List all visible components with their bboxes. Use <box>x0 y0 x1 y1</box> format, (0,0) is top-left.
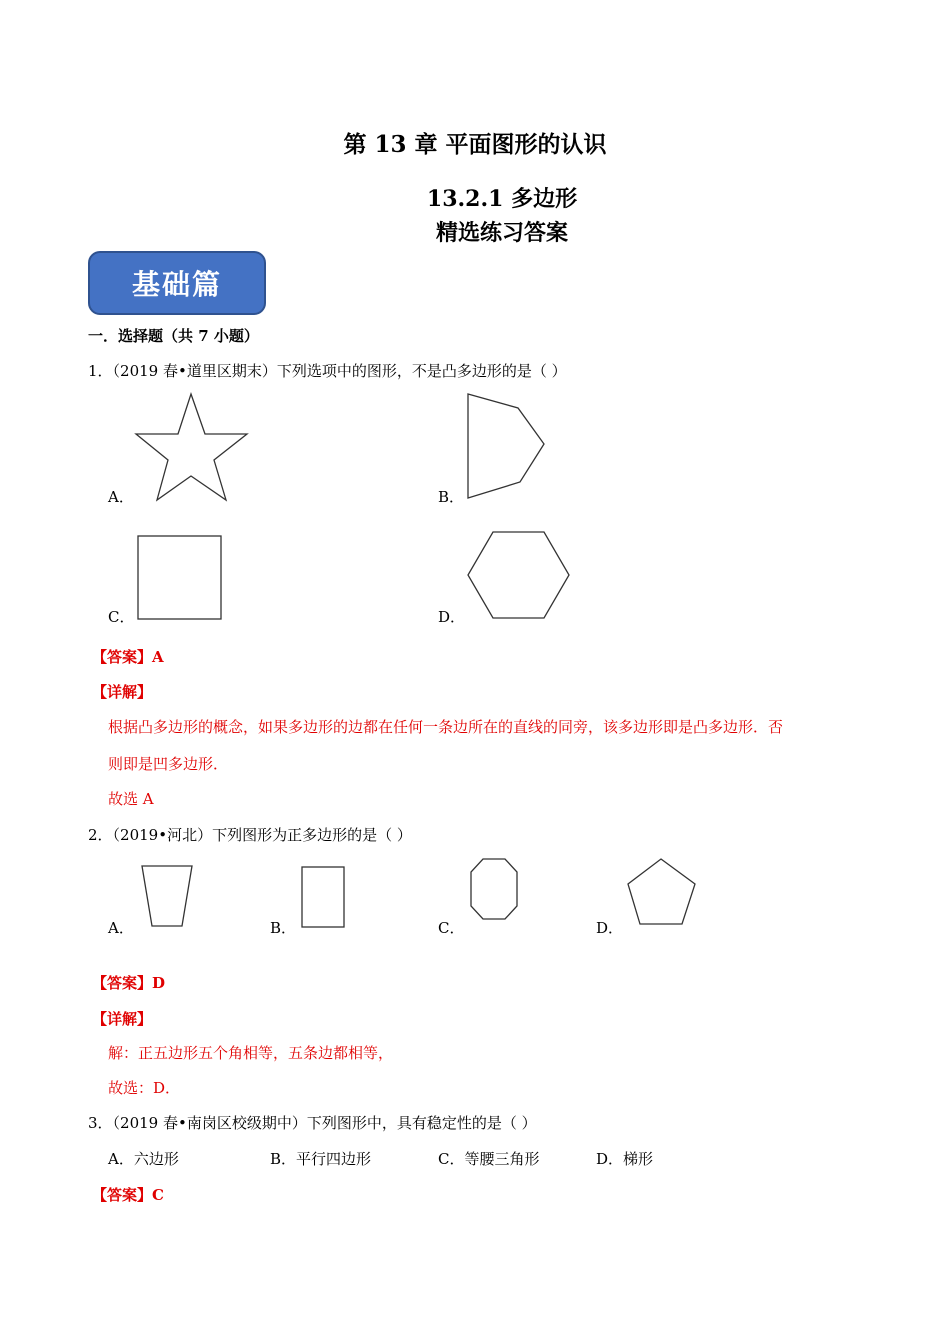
rectangle-icon <box>299 864 349 930</box>
chapter-title: 第 13 章 平面图形的认识 <box>343 131 607 158</box>
q2-option-c-label: C． <box>438 919 465 937</box>
q2-detail-label: 【详解】 <box>92 1010 153 1028</box>
q1-option-a-label: A． <box>108 488 134 506</box>
q3-answer: 【答案】C <box>92 1186 164 1204</box>
level-badge: 基础篇 <box>88 251 266 315</box>
question-2-stem: 2．（2019•河北）下列图形为正多边形的是（ ） <box>88 826 412 844</box>
q1-detail-label: 【详解】 <box>92 683 153 701</box>
q1-conclusion: 故选 A <box>108 790 154 808</box>
q2-detail-line-1: 解：正五边形五个角相等，五条边都相等， <box>108 1044 394 1062</box>
trapezoid-icon <box>138 862 198 932</box>
q2-answer: 【答案】D <box>92 974 166 992</box>
question-3-stem: 3．（2019 春•南岗区校级期中）下列图形中，具有稳定性的是（ ） <box>88 1114 537 1132</box>
regular-pentagon-icon <box>625 856 700 931</box>
hexagon-icon <box>465 528 575 623</box>
convex-pentagon-icon <box>460 390 555 505</box>
q1-detail-line-1: 根据凸多边形的概念，如果多边形的边都在任何一条边所在的直线的同旁，该多边形即是凸多边形．否 <box>108 718 784 736</box>
section-title: 13.2.1 多边形 <box>426 186 578 212</box>
question-1-stem: 1．（2019 春•道里区期末）下列选项中的图形，不是凸多边形的是（ ） <box>88 362 567 380</box>
square-icon <box>135 533 225 623</box>
q1-option-d-label: D． <box>438 608 466 626</box>
q2-option-a-label: A． <box>108 919 134 937</box>
q2-option-b-label: B． <box>270 919 297 937</box>
star-icon <box>130 390 255 505</box>
section-heading: 一．选择题（共 7 小题） <box>88 327 259 345</box>
q1-option-c-label: C． <box>108 608 135 626</box>
q3-option-c: C．等腰三角形 <box>438 1150 540 1168</box>
q3-option-a: A．六边形 <box>108 1150 179 1168</box>
octagon-icon <box>467 856 522 924</box>
page-subtitle: 精选练习答案 <box>435 220 568 246</box>
q3-option-d: D．梯形 <box>596 1150 654 1168</box>
q1-detail-line-2: 则即是凹多边形． <box>108 755 229 773</box>
q1-option-b-label: B． <box>438 488 465 506</box>
q3-option-b: B．平行四边形 <box>270 1150 372 1168</box>
q1-answer: 【答案】A <box>92 648 164 666</box>
q2-option-d-label: D． <box>596 919 624 937</box>
q2-conclusion: 故选：D． <box>108 1079 181 1097</box>
